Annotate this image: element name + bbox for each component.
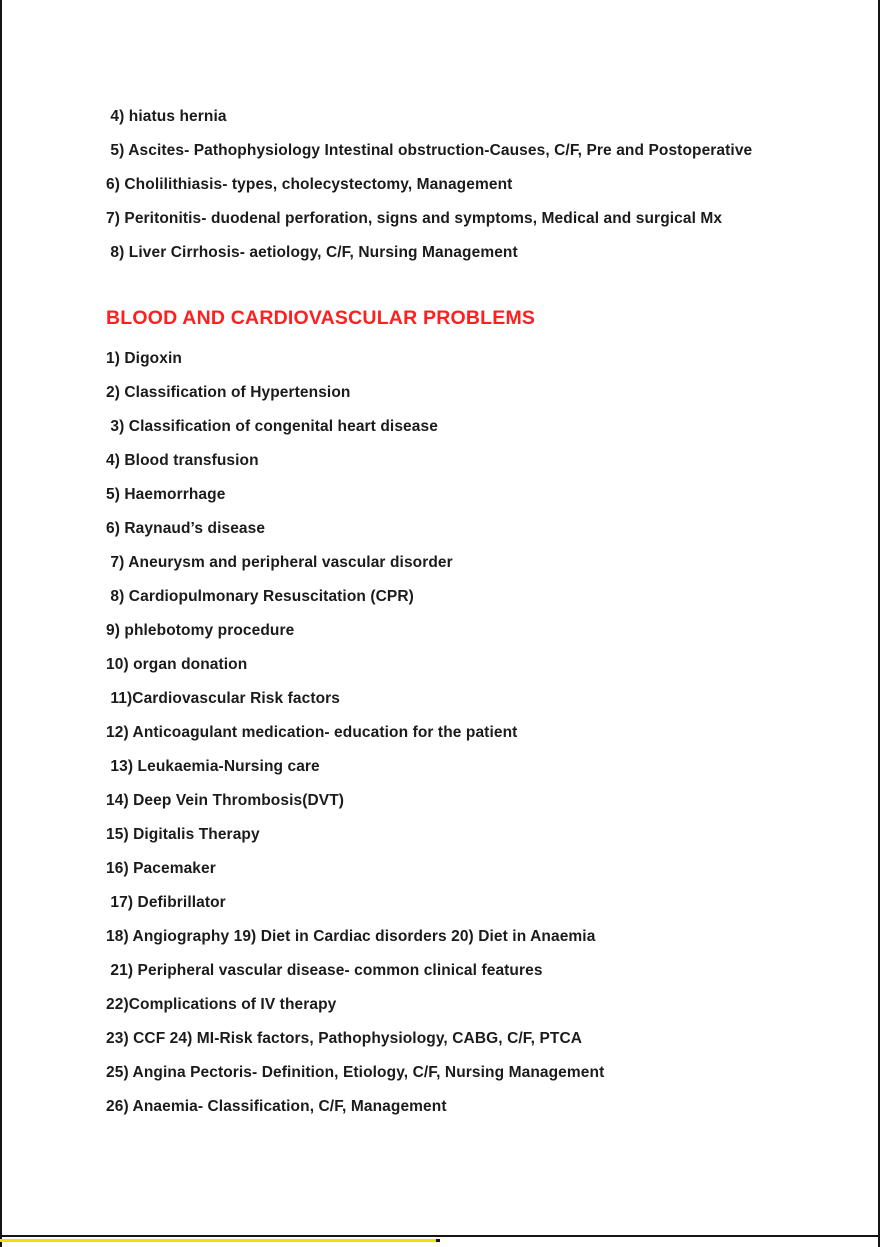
page-border-left [0,0,2,1247]
list-item: 5) Ascites- Pathophysiology Intestinal obstruction-Causes, C/F, Pre and Postoperative [106,142,753,159]
list-item: 3) Classification of congenital heart disease [106,418,438,435]
list-item: 2) Classification of Hypertension [106,384,351,401]
list-item: 7) Aneurysm and peripheral vascular disorder [106,554,453,571]
bottom-accent-tick [436,1239,440,1242]
list-item: 23) CCF 24) MI-Risk factors, Pathophysiology, CABG, C/F, PTCA [106,1030,583,1047]
list-item: 11)Cardiovascular Risk factors [106,690,341,707]
list-item: 10) organ donation [106,656,248,673]
list-item: 25) Angina Pectoris- Definition, Etiology, C/F, Nursing Management [106,1064,605,1081]
list-item: 26) Anaemia- Classification, C/F, Management [106,1098,447,1115]
list-item: 8) Cardiopulmonary Resuscitation (CPR) [106,588,414,605]
list-item: 9) phlebotomy procedure [106,622,295,639]
page-border-bottom [0,1235,880,1237]
list-item: 1) Digoxin [106,350,182,367]
list-item: 7) Peritonitis- duodenal perforation, signs and symptoms, Medical and surgical Mx [106,210,723,227]
section-heading: BLOOD AND CARDIOVASCULAR PROBLEMS [106,306,536,329]
bottom-accent-line [0,1239,438,1242]
document-content [106,100,850,1124]
list-item: 17) Defibrillator [106,894,226,911]
section-list [106,342,850,1124]
list-item: 22)Complications of IV therapy [106,996,337,1013]
list-item: 21) Peripheral vascular disease- common clinical features [106,962,543,979]
list-item: 6) Raynaud’s disease [106,520,266,537]
intro-list [106,100,850,270]
list-item: 12) Anticoagulant medication- education for the patient [106,724,518,741]
list-item: 13) Leukaemia-Nursing care [106,758,320,775]
list-item: 6) Cholilithiasis- types, cholecystectomy, Management [106,176,513,193]
list-item: 16) Pacemaker [106,860,216,877]
list-item: 5) Haemorrhage [106,486,226,503]
list-item: 18) Angiography 19) Diet in Cardiac disorders 20) Diet in Anaemia [106,928,596,945]
list-item: 4) Blood transfusion [106,452,259,469]
list-item: 8) Liver Cirrhosis- aetiology, C/F, Nursing Management [106,244,518,261]
list-item: 14) Deep Vein Thrombosis(DVT) [106,792,345,809]
list-item: 15) Digitalis Therapy [106,826,260,843]
list-item: 4) hiatus hernia [106,108,227,125]
